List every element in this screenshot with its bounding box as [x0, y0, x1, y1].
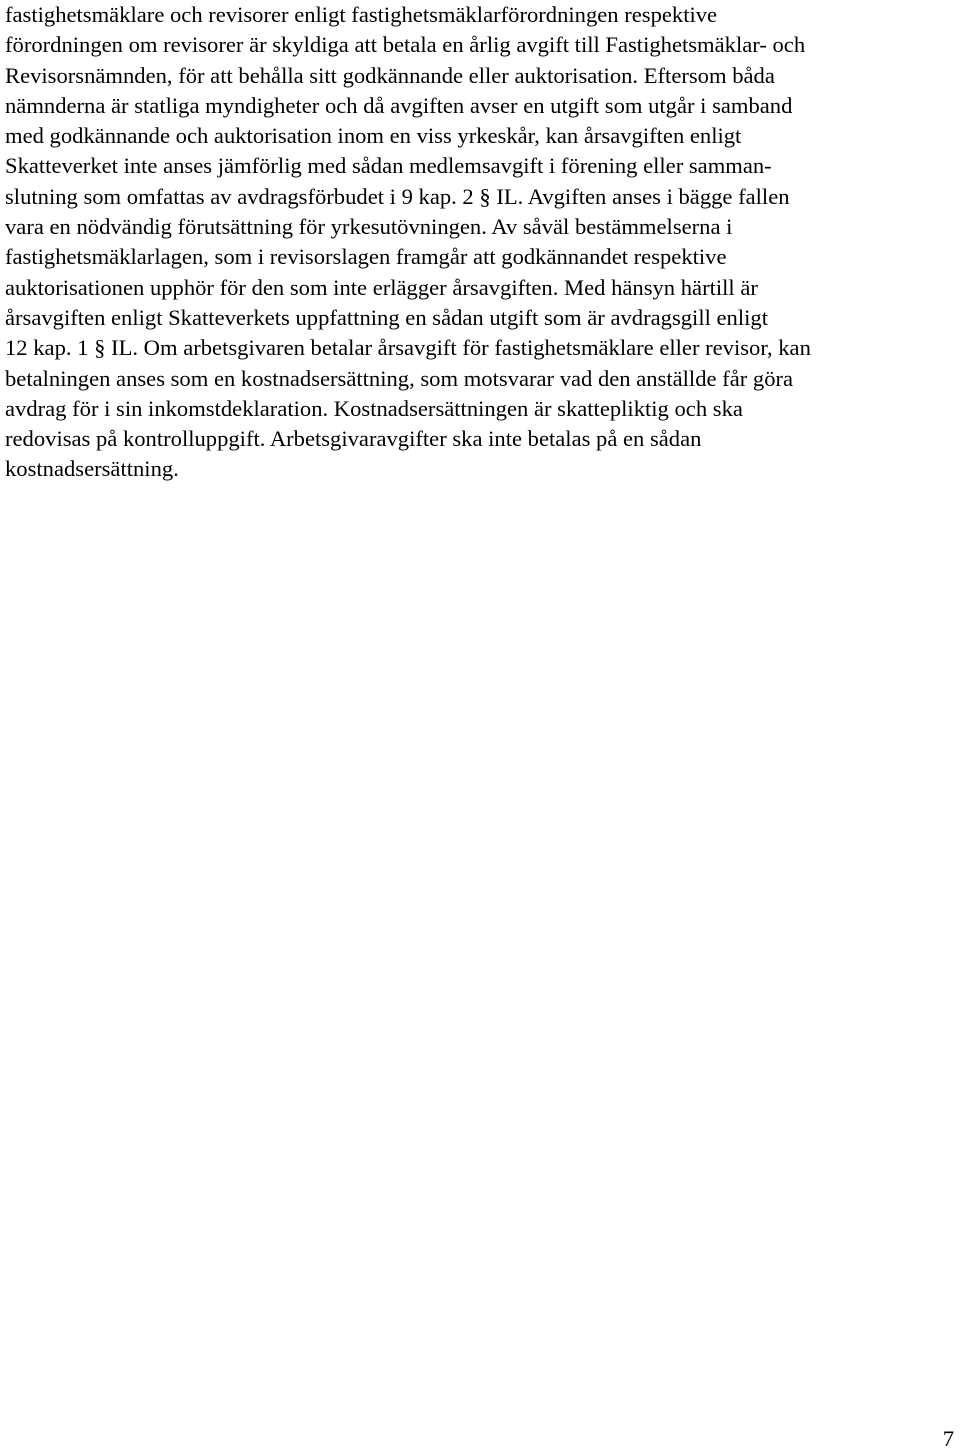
text-line: redovisas på kontrolluppgift. Arbetsgivaravgifter ska inte betalas på en sådan [5, 426, 702, 452]
text-line: auktorisationen upphör för den som inte erlägger årsavgiften. Med hänsyn härtill är [5, 274, 758, 300]
text-line: Skatteverket inte anses jämförlig med sådan medlemsavgift i förening eller samman- [5, 153, 772, 179]
body-paragraph [5, 0, 955, 485]
text-line: 12 kap. 1 § IL. Om arbetsgivaren betalar årsavgift för fastighetsmäklare eller revisor, kan [5, 335, 811, 361]
text-line: betalningen anses som en kostnadsersättning, som motsvarar vad den anställde får göra [5, 365, 794, 391]
text-line: nämnderna är statliga myndigheter och då avgiften avser en utgift som utgår i samband [5, 92, 793, 118]
text-line: slutning som omfattas av avdragsförbudet i 9 kap. 2 § IL. Avgiften anses i bägge fallen [5, 183, 790, 209]
text-line: förordningen om revisorer är skyldiga att betala en årlig avgift till Fastighetsmäklar- och [5, 32, 806, 58]
text-line: vara en nödvändig förutsättning för yrkesutövningen. Av såväl bestämmelserna i [5, 214, 733, 240]
page-number: 7 [942, 1426, 954, 1451]
text-line: med godkännande och auktorisation inom en viss yrkeskår, kan årsavgiften enligt [5, 123, 742, 149]
text-line: fastighetsmäklarlagen, som i revisorslagen framgår att godkännandet respektive [5, 244, 727, 270]
text-line: fastighetsmäklare och revisorer enligt fastighetsmäklarförordningen respektive [5, 2, 718, 27]
text-line: årsavgiften enligt Skatteverkets uppfattning en sådan utgift som är avdragsgill enligt [5, 304, 768, 330]
text-line: avdrag för i sin inkomstdeklaration. Kostnadsersättningen är skattepliktig och ska [5, 395, 743, 421]
text-line: kostnadsersättning. [5, 456, 179, 482]
text-line: Revisorsnämnden, för att behålla sitt godkännande eller auktorisation. Eftersom båda [5, 62, 775, 88]
